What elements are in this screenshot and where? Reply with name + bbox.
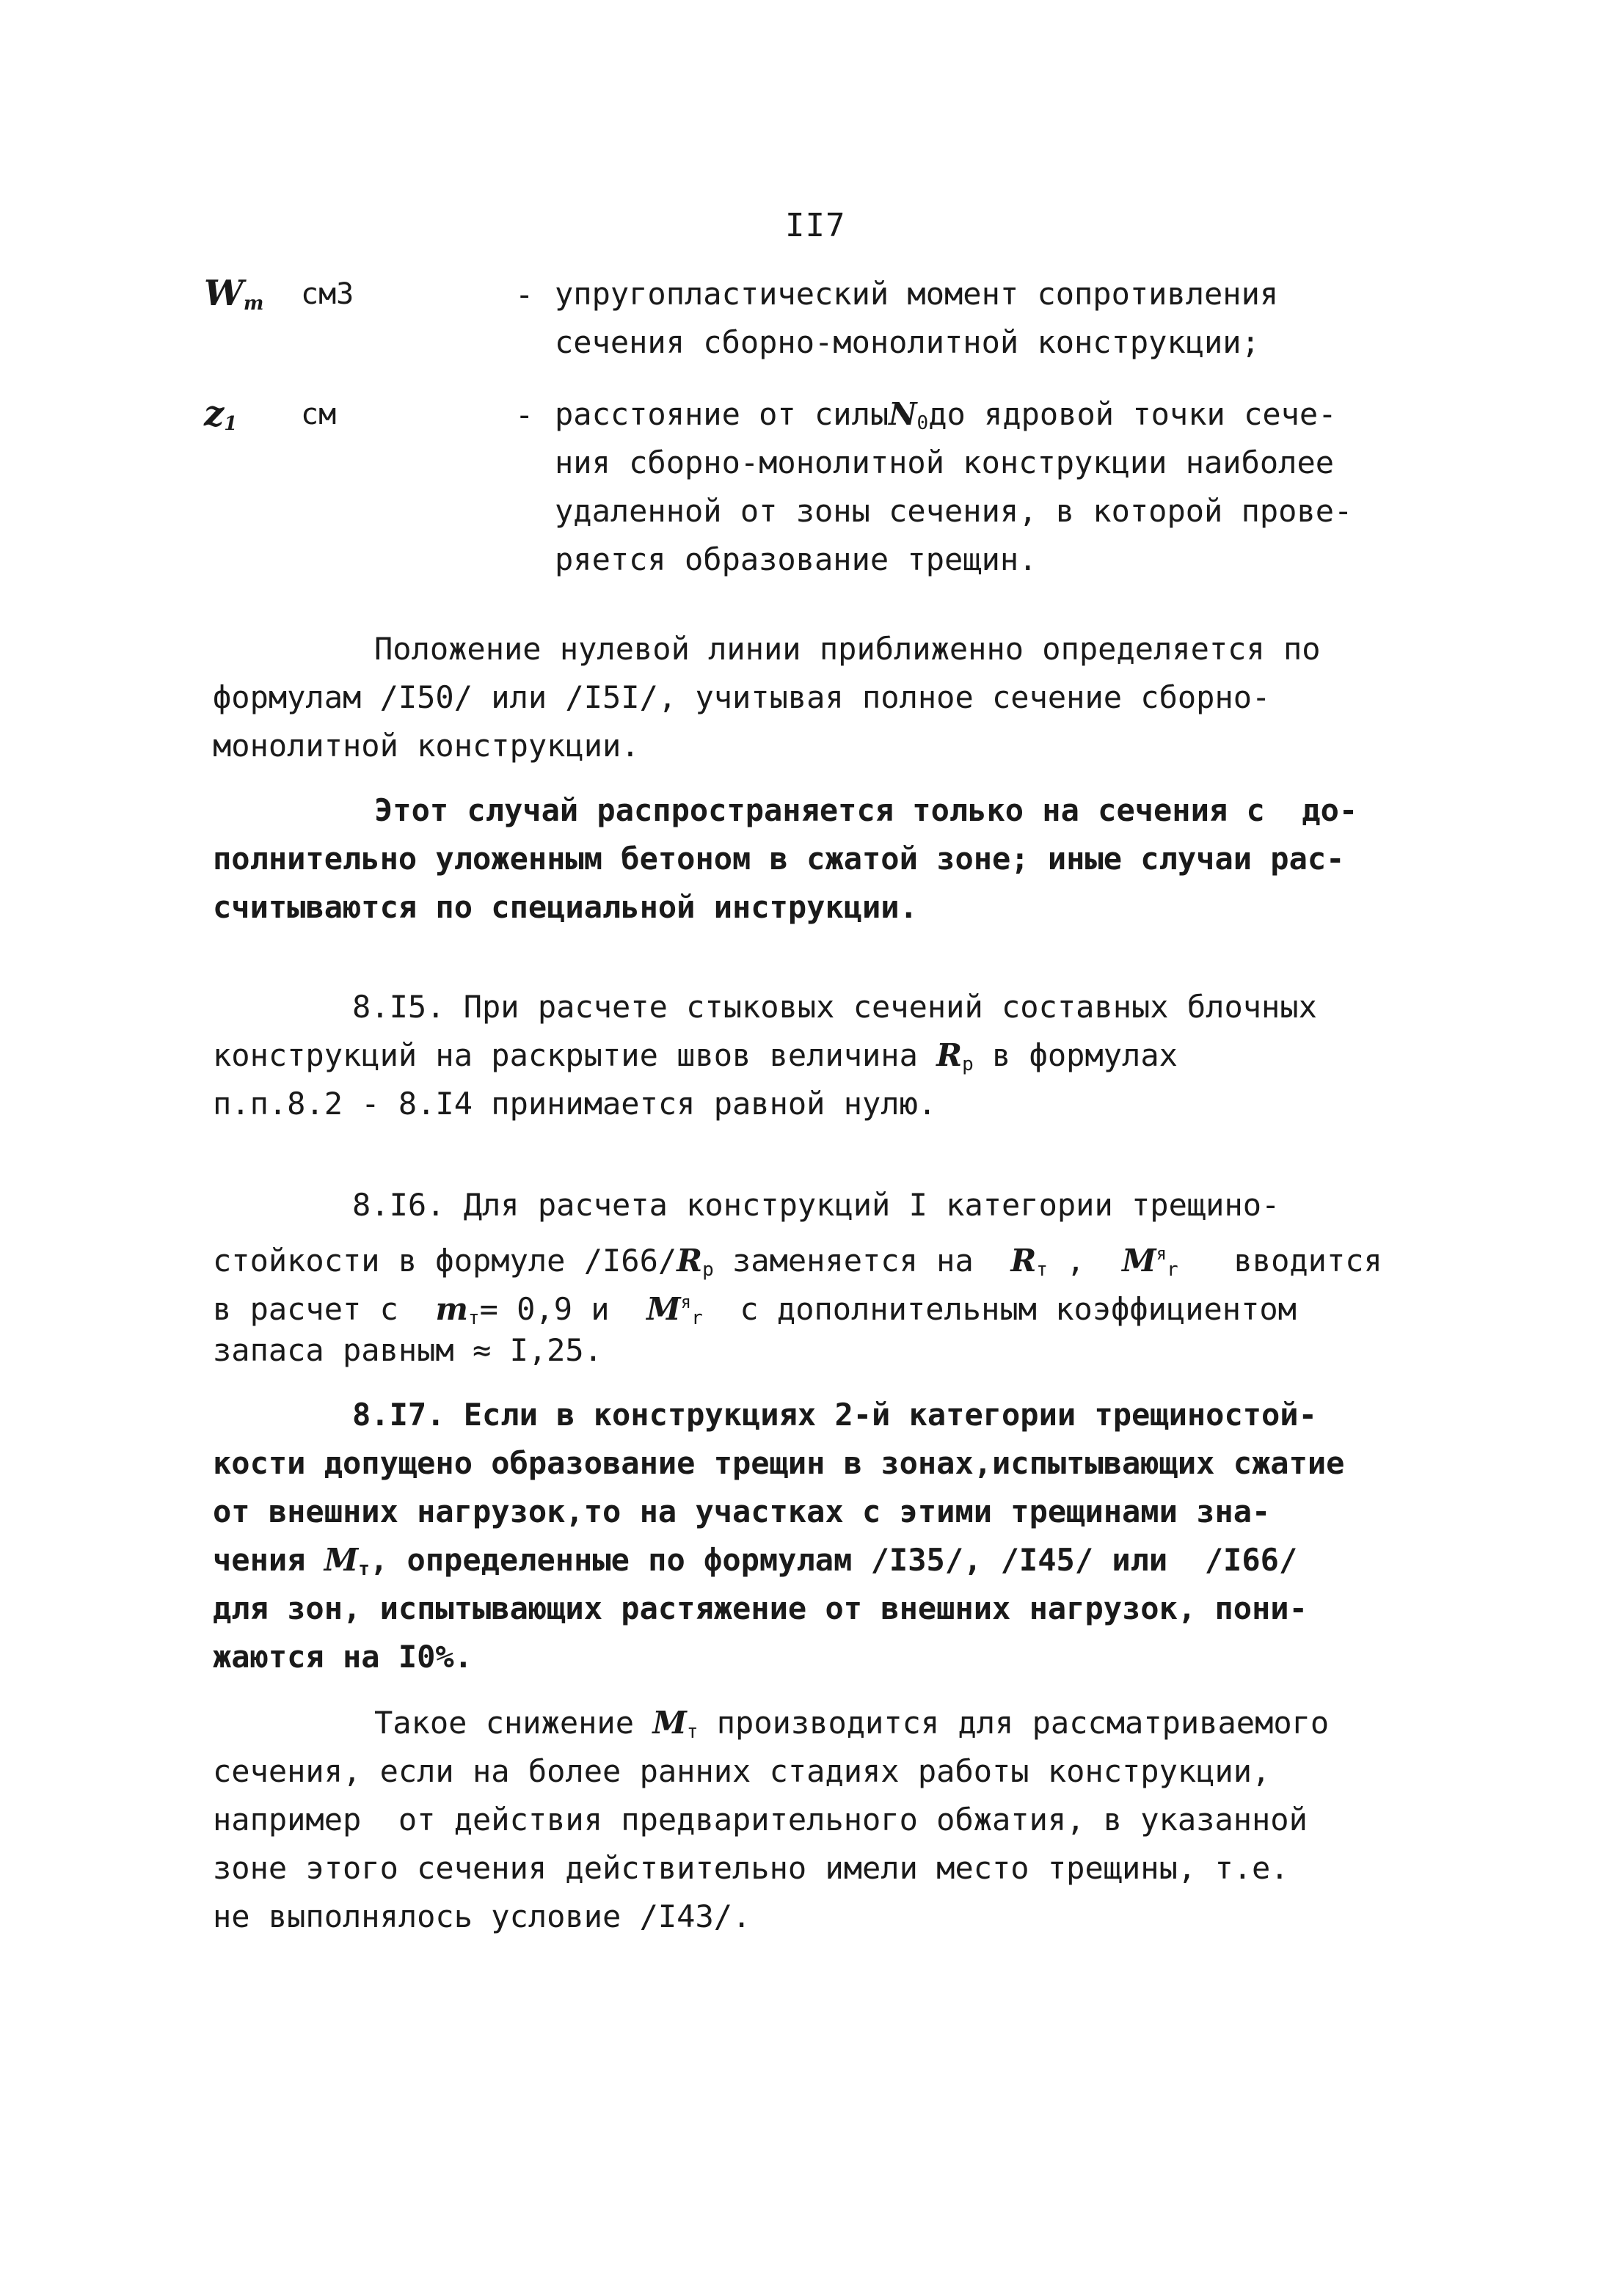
unit-z1: см [301,398,337,431]
text-line: монолитной конструкции. [213,728,640,764]
definition-z1-line: ния сборно-монолитной конструкции наиболее [555,445,1335,480]
text-line: 8.I6. Для расчета конструкций I категории трещино- [352,1187,1280,1223]
text-line: стойкости в формуле $/I66/R_р$ заменяется на $R_т$ , $M^я_r$ вводится [213,1243,1382,1281]
text-line: чения $M_т$, определенные по формулам /I35/, /I45/ или /I66/ [213,1542,1298,1580]
unit-wt: см3 [301,277,354,311]
text-line: считываются по специальной инструкции. [213,889,918,925]
definition-wt-line: сечения сборно-монолитной конструкции; [555,324,1260,360]
text-line: жаются на I0%. [213,1639,473,1675]
text-line: не выполнялось условие /I43/. [213,1898,751,1934]
definition-z1-line: ряется образование трещин. [555,541,1038,577]
definition-z1-line: удаленной от зоны сечения, в которой прове- [555,493,1353,529]
text-line: 8.I7. Если в конструкциях 2-й категории трещиностой- [352,1397,1317,1433]
page-number: II7 [785,207,846,244]
definition-wt-line: упругопластический момент сопротивления [555,276,1279,312]
text-line: 8.I5. При расчете стыковых сечений составных блочных [352,989,1317,1025]
text-line: формулам /I50/ или /I5I/, учитывая полное сечение сборно- [213,679,1271,715]
text-line: конструкций на раскрытие швов величина $R_р$ в формулах [213,1037,1178,1075]
definition-dash: - [515,397,534,433]
symbol-wt: $W_т$ [204,273,264,315]
text-line: п.п.8.2 - 8.I4 принимается равной нулю. [213,1086,937,1122]
symbol-z1: $z_1$ [204,393,238,435]
definition-z1-line: расстояние от силыN$_0$до ядровой точки сече- [555,396,1337,434]
text-line: Такое снижение $M_т$ производится для рассматриваемого [374,1705,1330,1743]
text-line: Этот случай распространяется только на сечения с до- [374,792,1358,828]
text-line: запаса равным ≈ I,25. [213,1332,603,1368]
text-line: например от действия предварительного обжатия, в указанной [213,1802,1308,1838]
text-line: Положение нулевой линии приближенно определяется по [374,631,1321,667]
text-line: полнительно уложенным бетоном в сжатой зоне; иные случаи рас- [213,841,1345,877]
text-line: зоне этого сечения действительно имели место трещины, т.е. [213,1850,1289,1886]
definition-dash: - [515,277,534,312]
text-line: для зон, испытывающих растяжение от внешних нагрузок, пони- [213,1590,1308,1626]
text-line: от внешних нагрузок,то на участках с этими трещинами зна- [213,1494,1271,1529]
text-line: в расчет с $m_т= 0,9$ и $M^я_r$ с дополнительным коэффициентом [213,1291,1297,1329]
text-line: кости допущено образование трещин в зонах,испытывающих сжатие [213,1445,1345,1481]
text-line: сечения, если на более ранних стадиях работы конструкции, [213,1753,1271,1789]
